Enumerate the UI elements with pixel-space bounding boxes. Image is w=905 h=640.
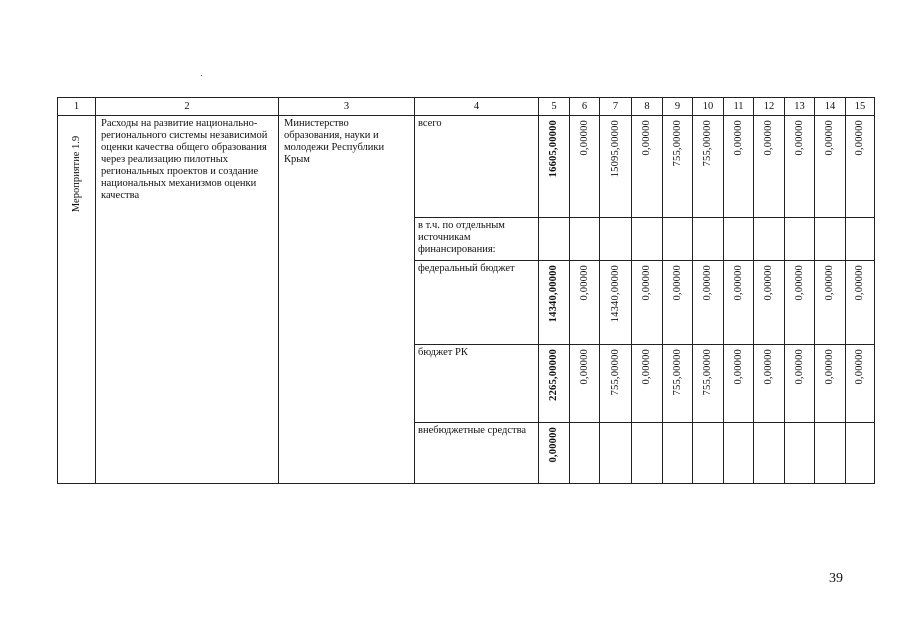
value-cell	[570, 261, 600, 345]
header-cell: 1	[58, 98, 96, 116]
header-cell: 8	[632, 98, 663, 116]
value-cell	[693, 116, 724, 218]
value-text: 0,00000	[702, 265, 713, 301]
value-cell	[785, 116, 815, 218]
value-text: 16605,00000	[548, 120, 559, 178]
header-cell: 14	[815, 98, 846, 116]
value-text: 0,00000	[671, 265, 683, 301]
value-cell	[663, 261, 693, 345]
value-text: 0,00000	[641, 265, 652, 301]
header-cell: 13	[785, 98, 815, 116]
value-text: 0,00000	[578, 349, 590, 385]
value-cell	[846, 261, 875, 345]
value-text: 755,00000	[671, 349, 683, 396]
value-cell	[539, 218, 570, 261]
value-cell	[570, 116, 600, 218]
value-cell	[815, 261, 846, 345]
value-text: 0,00000	[578, 265, 590, 301]
value-cell	[663, 345, 693, 423]
source-cell: в т.ч. по отдельным источникам финансирования:	[415, 218, 539, 261]
value-text: 755,00000	[702, 349, 713, 396]
value-cell	[724, 261, 754, 345]
value-cell	[539, 261, 570, 345]
value-cell	[600, 423, 632, 484]
value-cell	[570, 218, 600, 261]
value-text: 0,00000	[824, 265, 835, 301]
value-text: 0,00000	[854, 120, 865, 156]
value-cell	[632, 218, 663, 261]
header-row	[58, 98, 875, 116]
value-cell	[570, 345, 600, 423]
value-text: 0,00000	[732, 120, 744, 156]
value-cell	[846, 345, 875, 423]
header-cell: 7	[600, 98, 632, 116]
event-label: Мероприятие 1.9	[70, 135, 82, 213]
value-cell	[724, 218, 754, 261]
value-text: 14340,00000	[548, 265, 559, 323]
value-text: 0,00000	[732, 265, 744, 301]
source-cell: бюджет РК	[415, 345, 539, 423]
value-cell	[815, 218, 846, 261]
value-text: 14340,00000	[609, 265, 621, 323]
value-cell	[754, 261, 785, 345]
value-cell	[724, 423, 754, 484]
header-cell: 11	[724, 98, 754, 116]
value-cell	[846, 116, 875, 218]
value-cell	[724, 345, 754, 423]
header-cell: 4	[415, 98, 539, 116]
page-number: 39	[829, 571, 843, 586]
value-cell	[663, 116, 693, 218]
header-cell: 2	[96, 98, 279, 116]
value-text: 2265,00000	[548, 349, 559, 401]
header-cell: 10	[693, 98, 724, 116]
header-cell: 15	[846, 98, 875, 116]
value-cell	[754, 116, 785, 218]
value-cell	[846, 423, 875, 484]
value-cell	[693, 345, 724, 423]
value-cell	[539, 116, 570, 218]
value-cell	[846, 218, 875, 261]
value-cell	[539, 345, 570, 423]
value-cell	[693, 261, 724, 345]
event-label-cell	[58, 116, 96, 484]
value-cell	[785, 218, 815, 261]
value-cell	[632, 261, 663, 345]
table-row	[58, 116, 875, 218]
value-cell	[632, 423, 663, 484]
value-cell	[815, 423, 846, 484]
source-cell: федеральный бюджет	[415, 261, 539, 345]
value-cell	[754, 345, 785, 423]
value-cell	[632, 345, 663, 423]
value-text: 0,00000	[763, 349, 774, 385]
value-text: 0,00000	[578, 120, 590, 156]
value-text: 0,00000	[763, 120, 774, 156]
value-cell	[785, 423, 815, 484]
value-cell	[663, 423, 693, 484]
value-cell	[570, 423, 600, 484]
value-text: 0,00000	[793, 265, 805, 301]
header-cell: 9	[663, 98, 693, 116]
value-text: 0,00000	[824, 349, 835, 385]
value-cell	[600, 345, 632, 423]
value-cell	[785, 345, 815, 423]
value-cell	[693, 218, 724, 261]
value-text: 755,00000	[671, 120, 683, 167]
value-cell	[724, 116, 754, 218]
value-cell	[600, 261, 632, 345]
value-text: 15095,00000	[609, 120, 621, 178]
value-cell	[815, 116, 846, 218]
value-text: 0,00000	[763, 265, 774, 301]
header-cell: 3	[279, 98, 415, 116]
event-description: Расходы на развитие национально-регионального системы независимой оценки качества общего образования через реализацию пилотных региональных проектов и создание национальных механизмов оценки качества	[96, 116, 279, 484]
value-text: 0,00000	[854, 349, 865, 385]
value-text: 755,00000	[702, 120, 713, 167]
value-cell	[600, 218, 632, 261]
header-cell: 6	[570, 98, 600, 116]
value-cell	[754, 218, 785, 261]
value-cell	[754, 423, 785, 484]
value-cell	[815, 345, 846, 423]
value-cell	[693, 423, 724, 484]
financing-table	[57, 97, 875, 484]
value-cell	[539, 423, 570, 484]
value-text: 0,00000	[732, 349, 744, 385]
value-cell	[785, 261, 815, 345]
source-cell: всего	[415, 116, 539, 218]
value-text: 0,00000	[824, 120, 835, 156]
source-cell: внебюджетные средства	[415, 423, 539, 484]
header-cell: 12	[754, 98, 785, 116]
value-text: 755,00000	[609, 349, 621, 396]
value-cell	[663, 218, 693, 261]
scan-speck	[201, 75, 202, 76]
value-text: 0,00000	[548, 427, 559, 463]
value-text: 0,00000	[793, 120, 805, 156]
event-executor: Министерство образования, науки и молодежи Республики Крым	[279, 116, 415, 484]
value-cell	[632, 116, 663, 218]
value-text: 0,00000	[854, 265, 865, 301]
value-text: 0,00000	[641, 349, 652, 385]
value-text: 0,00000	[641, 120, 652, 156]
header-cell: 5	[539, 98, 570, 116]
value-text: 0,00000	[793, 349, 805, 385]
value-cell	[600, 116, 632, 218]
